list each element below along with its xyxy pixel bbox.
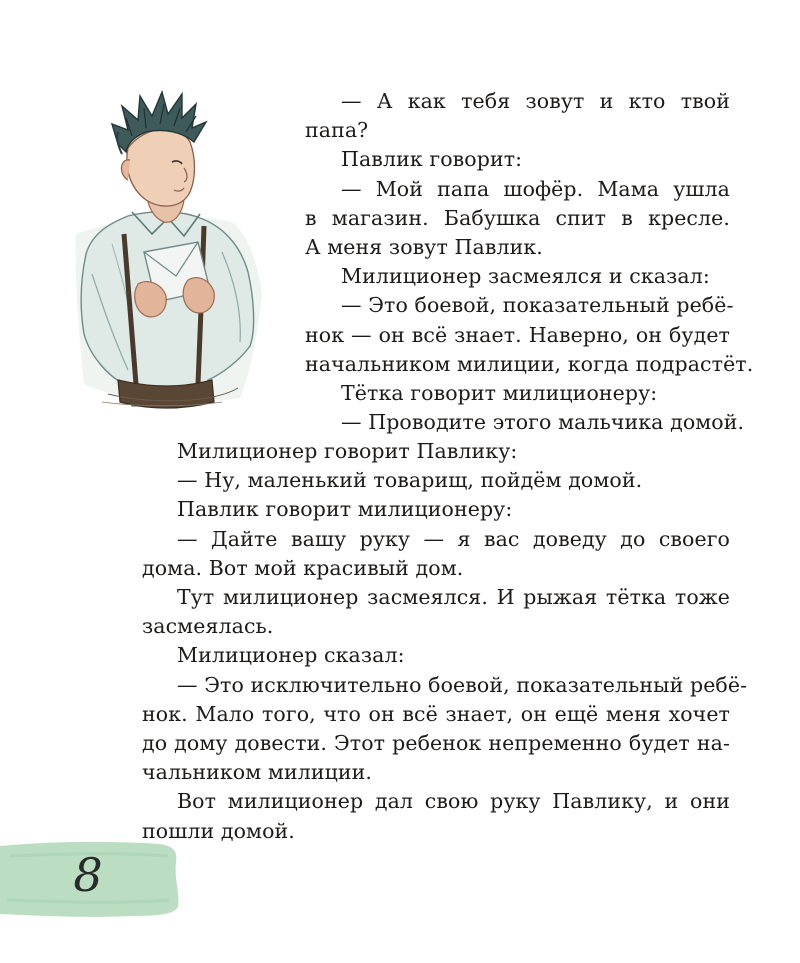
text-line: — Дайте вашу руку — я вас доведу до своего bbox=[177, 526, 730, 551]
bottom-paragraph bbox=[108, 583, 730, 641]
top-paragraph bbox=[271, 291, 754, 379]
text-line: Тётка говорит милиционеру: bbox=[341, 381, 658, 406]
bottom-paragraph bbox=[108, 787, 730, 845]
text-line: до дому довести. Этот ребенок непременно будет на- bbox=[142, 731, 730, 756]
text-line: — Ну, маленький товарищ, пойдём домой. bbox=[177, 468, 643, 493]
text-line: папа? bbox=[305, 118, 369, 143]
text-line: нок. Мало того, что он всё знает, он ещё меня хочет bbox=[142, 701, 730, 726]
text-line: Милиционер засмеялся и сказал: bbox=[341, 264, 710, 289]
text-line: засмеялась. bbox=[142, 614, 274, 639]
top-paragraph bbox=[271, 175, 730, 263]
text-line: Павлик говорит: bbox=[341, 147, 523, 172]
top-paragraph bbox=[271, 408, 745, 437]
boy-with-suspenders-icon bbox=[72, 84, 268, 412]
text-line: Милиционер сказал: bbox=[177, 643, 405, 668]
text-line: — Это исключительно боевой, показательный ребё- bbox=[177, 672, 748, 697]
bottom-paragraph bbox=[108, 466, 730, 495]
top-text-block bbox=[271, 87, 754, 437]
text-line: Павлик говорит милиционеру: bbox=[177, 497, 513, 522]
text-line: — А как тебя зовут и кто твой bbox=[341, 89, 730, 113]
bottom-paragraph bbox=[108, 437, 730, 466]
top-paragraph bbox=[271, 262, 730, 291]
text-line: начальником милиции, когда подрастёт. bbox=[305, 351, 754, 376]
text-line: пошли домой. bbox=[142, 818, 295, 843]
bottom-text-block bbox=[108, 437, 748, 846]
text-line: — Мой папа шофёр. Мама ушла bbox=[341, 176, 730, 201]
bottom-paragraph bbox=[108, 671, 748, 788]
text-line: Милиционер говорит Павлику: bbox=[177, 439, 518, 463]
text-line: А меня зовут Павлик. bbox=[305, 235, 543, 260]
text-line: в магазин. Бабушка спит в кресле. bbox=[305, 205, 730, 230]
text-line: дома. Вот мой красивый дом. bbox=[142, 555, 464, 580]
text-line: нок — он всё знает. Наверно, он будет bbox=[305, 322, 730, 347]
page-number: 8 bbox=[73, 848, 103, 902]
top-paragraph bbox=[271, 145, 730, 174]
top-paragraph bbox=[271, 379, 730, 408]
bottom-paragraph bbox=[108, 641, 730, 670]
bottom-paragraph bbox=[108, 525, 730, 583]
text-line: — Это боевой, показательный ребё- bbox=[341, 293, 734, 318]
text-line: — Проводите этого мальчика домой. bbox=[341, 410, 745, 435]
bottom-paragraph bbox=[108, 495, 730, 524]
text-line: чальником милиции. bbox=[142, 760, 373, 785]
top-paragraph bbox=[271, 87, 730, 145]
text-line: Тут милиционер засмеялся. И рыжая тётка тоже bbox=[177, 585, 730, 610]
boy-illustration bbox=[72, 84, 268, 412]
text-line: Вот милиционер дал свою руку Павлику, и они bbox=[177, 789, 730, 814]
